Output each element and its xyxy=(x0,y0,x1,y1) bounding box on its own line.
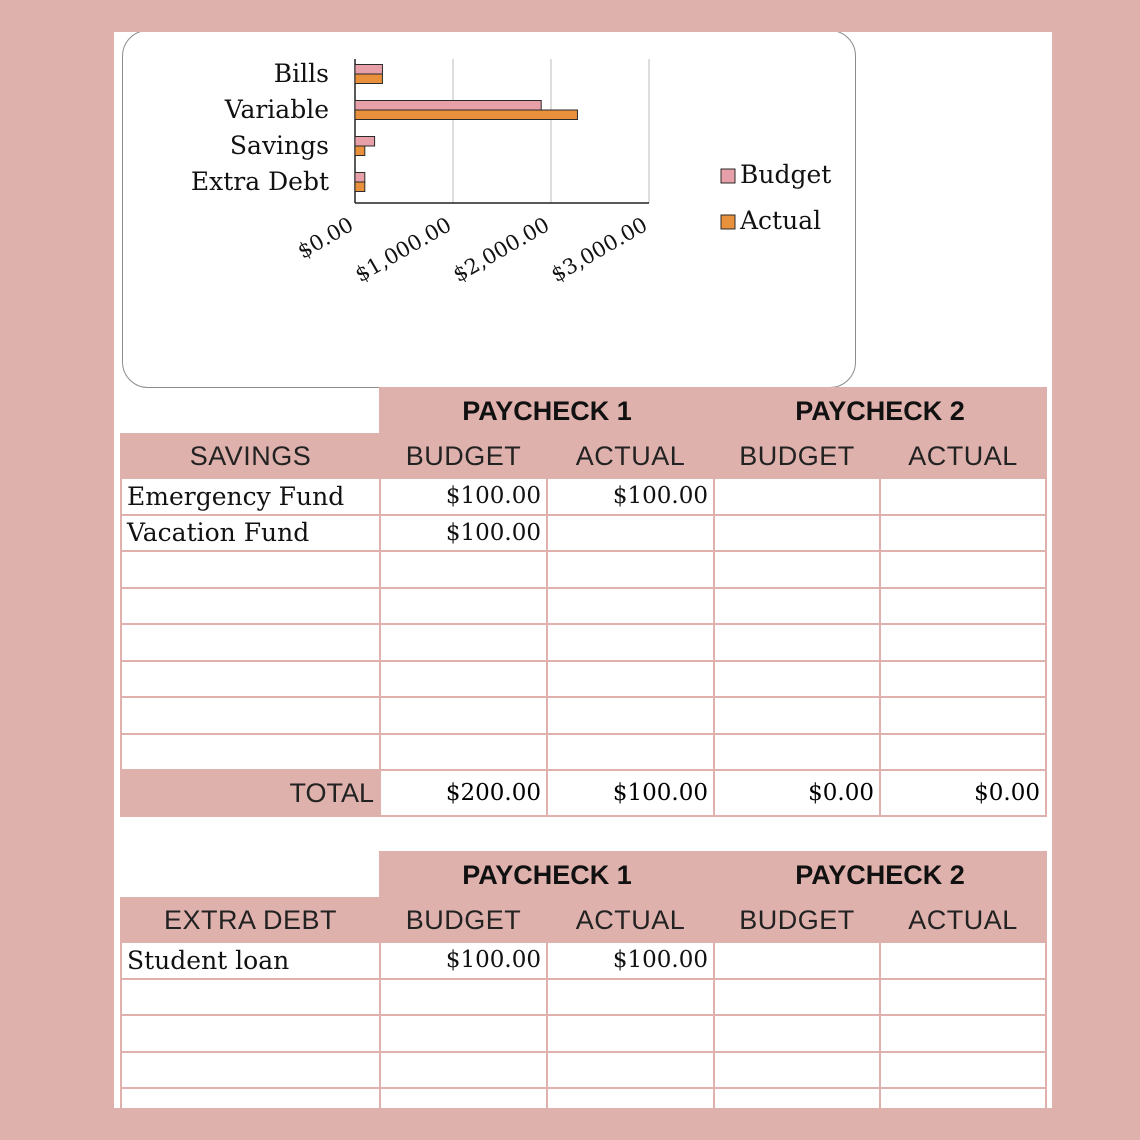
row-p2-actual-cell[interactable] xyxy=(880,942,1046,979)
savings-table xyxy=(120,387,1047,817)
extra-debt-section-label: EXTRA DEBT xyxy=(121,898,380,942)
bar-budget-savings xyxy=(355,137,375,147)
bar-budget-extra-debt xyxy=(355,173,365,183)
row-p2-actual-cell[interactable] xyxy=(880,697,1046,734)
bar-actual-bills xyxy=(355,74,382,84)
row-p1-budget-cell[interactable] xyxy=(380,1015,547,1052)
row-p1-budget-cell[interactable] xyxy=(380,1088,547,1108)
row-p2-actual-cell[interactable] xyxy=(880,478,1046,515)
p1-actual-header: ACTUAL xyxy=(547,898,714,942)
table-row xyxy=(121,979,1046,1016)
row-p2-actual-cell[interactable] xyxy=(880,1052,1046,1089)
row-p2-budget-cell[interactable] xyxy=(714,1088,880,1108)
p2-actual-header: ACTUAL xyxy=(880,898,1046,942)
category-label: Variable xyxy=(224,95,329,124)
total-p1-budget[interactable]: $200.00 xyxy=(380,770,547,816)
row-p2-budget-cell[interactable] xyxy=(714,588,880,625)
row-name-cell[interactable] xyxy=(121,588,380,625)
table-row xyxy=(121,734,1046,771)
row-p2-budget-cell[interactable] xyxy=(714,624,880,661)
row-p1-budget-cell[interactable]: $100.00 xyxy=(380,478,547,515)
row-p1-budget-cell[interactable] xyxy=(380,588,547,625)
bar-actual-extra-debt xyxy=(355,182,365,192)
row-p2-budget-cell[interactable] xyxy=(714,551,880,588)
row-p1-budget-cell[interactable]: $100.00 xyxy=(380,942,547,979)
table-row xyxy=(121,624,1046,661)
row-p1-actual-cell[interactable] xyxy=(547,661,714,698)
row-p1-actual-cell[interactable]: $100.00 xyxy=(547,942,714,979)
row-p2-budget-cell[interactable] xyxy=(714,1015,880,1052)
p2-budget-header: BUDGET xyxy=(714,434,880,478)
row-p2-actual-cell[interactable] xyxy=(880,979,1046,1016)
row-p2-budget-cell[interactable] xyxy=(714,697,880,734)
table-row xyxy=(121,942,1046,979)
row-name-cell[interactable] xyxy=(121,1015,380,1052)
bar-actual-savings xyxy=(355,146,365,156)
row-name-cell[interactable] xyxy=(121,551,380,588)
row-p1-actual-cell[interactable] xyxy=(547,1088,714,1108)
p2-budget-header: BUDGET xyxy=(714,898,880,942)
table-row xyxy=(121,1088,1046,1108)
table-row xyxy=(121,515,1046,552)
row-name-cell[interactable] xyxy=(121,624,380,661)
legend-label: Budget xyxy=(740,160,832,189)
row-p1-budget-cell[interactable] xyxy=(380,979,547,1016)
row-name-cell[interactable] xyxy=(121,734,380,771)
bar-chart-svg xyxy=(123,32,857,389)
extra-debt-table xyxy=(120,851,1047,1108)
row-p1-actual-cell[interactable] xyxy=(547,734,714,771)
row-p1-actual-cell[interactable] xyxy=(547,515,714,552)
row-name-cell[interactable]: Student loan xyxy=(121,942,380,979)
row-p1-actual-cell[interactable] xyxy=(547,1052,714,1089)
category-label: Extra Debt xyxy=(190,167,329,196)
column-header-row xyxy=(121,434,1046,478)
row-name-cell[interactable] xyxy=(121,979,380,1016)
paycheck-2-header: PAYCHECK 2 xyxy=(714,388,1046,434)
total-p2-budget[interactable]: $0.00 xyxy=(714,770,880,816)
total-p1-actual[interactable]: $100.00 xyxy=(547,770,714,816)
savings-section-label: SAVINGS xyxy=(121,434,380,478)
row-p2-actual-cell[interactable] xyxy=(880,588,1046,625)
row-p2-budget-cell[interactable] xyxy=(714,478,880,515)
row-name-cell[interactable] xyxy=(121,1088,380,1108)
row-p1-actual-cell[interactable] xyxy=(547,624,714,661)
column-header-row xyxy=(121,898,1046,942)
row-p2-budget-cell[interactable] xyxy=(714,661,880,698)
table-row xyxy=(121,1015,1046,1052)
paycheck-1-header: PAYCHECK 1 xyxy=(380,388,714,434)
savings-debt-chart xyxy=(122,32,856,388)
legend-swatch xyxy=(721,215,735,229)
paycheck-header-row xyxy=(121,852,1046,898)
row-p2-budget-cell[interactable] xyxy=(714,515,880,552)
row-p1-actual-cell[interactable] xyxy=(547,1015,714,1052)
row-p1-budget-cell[interactable] xyxy=(380,1052,547,1089)
row-p1-budget-cell[interactable] xyxy=(380,734,547,771)
table-row xyxy=(121,551,1046,588)
bar-budget-variable xyxy=(355,101,541,111)
x-tick-label: $3,000.00 xyxy=(546,212,652,287)
row-p1-budget-cell[interactable]: $100.00 xyxy=(380,515,547,552)
row-p1-actual-cell[interactable] xyxy=(547,979,714,1016)
table-row xyxy=(121,697,1046,734)
p2-actual-header: ACTUAL xyxy=(880,434,1046,478)
table-row xyxy=(121,1052,1046,1089)
x-tick-label: $1,000.00 xyxy=(350,212,456,287)
row-p1-budget-cell[interactable] xyxy=(380,697,547,734)
table-row xyxy=(121,588,1046,625)
row-p2-actual-cell[interactable] xyxy=(880,734,1046,771)
table-row xyxy=(121,661,1046,698)
row-p2-actual-cell[interactable] xyxy=(880,661,1046,698)
row-p2-budget-cell[interactable] xyxy=(714,1052,880,1089)
category-label: Savings xyxy=(229,131,329,160)
p1-budget-header: BUDGET xyxy=(380,434,547,478)
row-name-cell[interactable]: Vacation Fund xyxy=(121,515,380,552)
row-p1-actual-cell[interactable] xyxy=(547,551,714,588)
header-spacer xyxy=(121,852,380,898)
row-p2-budget-cell[interactable] xyxy=(714,979,880,1016)
row-p1-actual-cell[interactable]: $100.00 xyxy=(547,478,714,515)
row-p2-actual-cell[interactable] xyxy=(880,1088,1046,1108)
paycheck-1-header: PAYCHECK 1 xyxy=(380,852,714,898)
row-p2-budget-cell[interactable] xyxy=(714,734,880,771)
row-name-cell[interactable] xyxy=(121,661,380,698)
row-name-cell[interactable] xyxy=(121,697,380,734)
bar-actual-variable xyxy=(355,110,577,120)
row-name-cell[interactable]: Emergency Fund xyxy=(121,478,380,515)
x-tick-label: $0.00 xyxy=(293,212,358,264)
total-label: TOTAL xyxy=(121,770,380,816)
total-p2-actual[interactable]: $0.00 xyxy=(880,770,1046,816)
row-p1-actual-cell[interactable] xyxy=(547,588,714,625)
total-row xyxy=(121,770,1046,816)
paycheck-header-row xyxy=(121,388,1046,434)
row-p2-actual-cell[interactable] xyxy=(880,1015,1046,1052)
row-p2-actual-cell[interactable] xyxy=(880,515,1046,552)
row-p1-budget-cell[interactable] xyxy=(380,661,547,698)
legend-label: Actual xyxy=(740,206,822,235)
legend-swatch xyxy=(721,169,735,183)
row-name-cell[interactable] xyxy=(121,1052,380,1089)
budget-sheet xyxy=(114,32,1052,1108)
p1-actual-header: ACTUAL xyxy=(547,434,714,478)
paycheck-2-header: PAYCHECK 2 xyxy=(714,852,1046,898)
row-p2-actual-cell[interactable] xyxy=(880,551,1046,588)
row-p1-budget-cell[interactable] xyxy=(380,551,547,588)
table-row xyxy=(121,478,1046,515)
bar-budget-bills xyxy=(355,65,382,75)
row-p2-budget-cell[interactable] xyxy=(714,942,880,979)
x-tick-label: $2,000.00 xyxy=(448,212,554,287)
category-label: Bills xyxy=(273,59,329,88)
header-spacer xyxy=(121,388,380,434)
row-p2-actual-cell[interactable] xyxy=(880,624,1046,661)
row-p1-actual-cell[interactable] xyxy=(547,697,714,734)
row-p1-budget-cell[interactable] xyxy=(380,624,547,661)
p1-budget-header: BUDGET xyxy=(380,898,547,942)
